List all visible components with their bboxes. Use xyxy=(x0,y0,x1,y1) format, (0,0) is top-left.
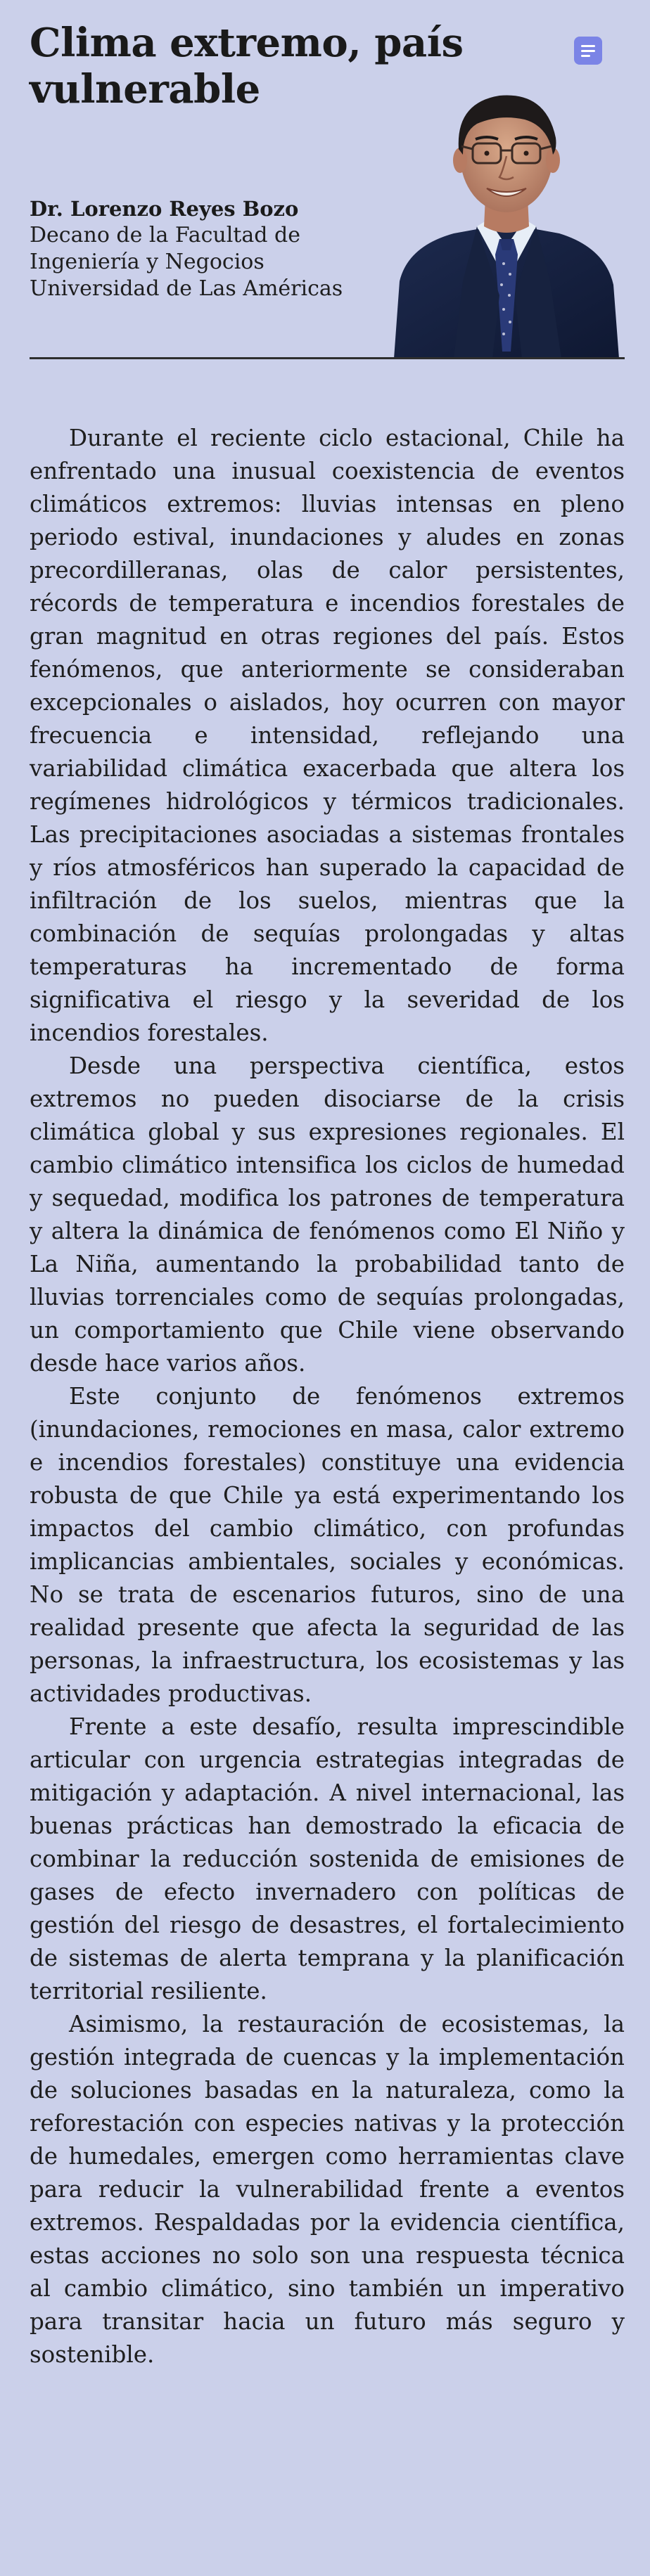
author-portrait-illustration xyxy=(387,70,625,359)
article-paragraph: Frente a este desafío, resulta imprescindible articular con urgencia estrategias integradas de mitigación y adaptación. A nivel internacional, las buenas prácticas han demostrado la eficacia de combinar la reducción sostenida de emisiones de gases de efecto invernadero con políticas de gestión del riesgo de desastres, el fortalecimiento de sistemas de alerta temprana y la planificación territorial resiliente. xyxy=(30,1713,625,2004)
author-portrait xyxy=(387,70,625,359)
author-name: Dr. Lorenzo Reyes Bozo xyxy=(30,197,299,221)
article-paragraph: Durante el reciente ciclo estacional, Chile ha enfrentado una inusual coexistencia de eventos climáticos extremos: lluvias intensas en pleno periodo estival, inundaciones y aludes en zonas precordilleranas, olas de calor persistentes, récords de temperatura e incendios forestales de gran magnitud en otras regiones del país. Estos fenómenos, que anteriormente se consideraban excepcionales o aislados, hoy ocurren con mayor frecuencia e intensidad, reflejando una variabilidad climática exacerbada que altera los regímenes hidrológicos y térmicos tradicionales. Las precipitaciones asociadas a sistemas frontales y ríos atmosféricos han superado la capacidad de infiltración de los suelos, mientras que la combinación de sequías prolongadas y altas temperaturas ha incrementado de forma significativa el riesgo y la severidad de los incendios forestales. xyxy=(30,425,625,1046)
article-body xyxy=(30,422,625,2371)
author-position-line-2: Ingeniería y Negocios xyxy=(30,250,265,274)
article-paragraph: Este conjunto de fenómenos extremos (inundaciones, remociones en masa, calor extremo e incendios forestales) constituye una evidencia robusta de que Chile ya está experimentando los impactos del cambio climático, con profundas implicancias ambientales, sociales y económicas. No se trata de escenarios futuros, sino de una realidad presente que afecta la seguridad de las personas, la infraestructura, los ecosistemas y las actividades productivas. xyxy=(30,1383,625,1707)
header-divider xyxy=(30,357,625,359)
notes-icon[interactable] xyxy=(574,37,602,65)
author-info xyxy=(30,195,395,302)
author-position-line-1: Decano de la Facultad de xyxy=(30,223,300,247)
article-paragraph: Asimismo, la restauración de ecosistemas, la gestión integrada de cuencas y la implementación de soluciones basadas en la naturaleza, como la reforestación con especies nativas y la protección de humedales, emergen como herramientas clave para reducir la vulnerabilidad frente a eventos extremos. Respaldadas por la evidencia científica, estas acciones no solo son una respuesta técnica al cambio climático, sino también un imperativo para transitar hacia un futuro más seguro y sostenible. xyxy=(30,2011,625,2368)
article-paragraph: Desde una perspectiva científica, estos extremos no pueden disociarse de la crisis climática global y sus expresiones regionales. El cambio climático intensifica los ciclos de humedad y sequedad, modifica los patrones de temperatura y altera la dinámica de fenómenos como El Niño y La Niña, aumentando la probabilidad tanto de lluvias torrenciales como de sequías prolongadas, un comportamiento que Chile viene observando desde hace varios años. xyxy=(30,1052,625,1377)
article-title: Clima extremo, país vulnerable xyxy=(30,20,464,112)
author-institution: Universidad de Las Américas xyxy=(30,276,343,301)
